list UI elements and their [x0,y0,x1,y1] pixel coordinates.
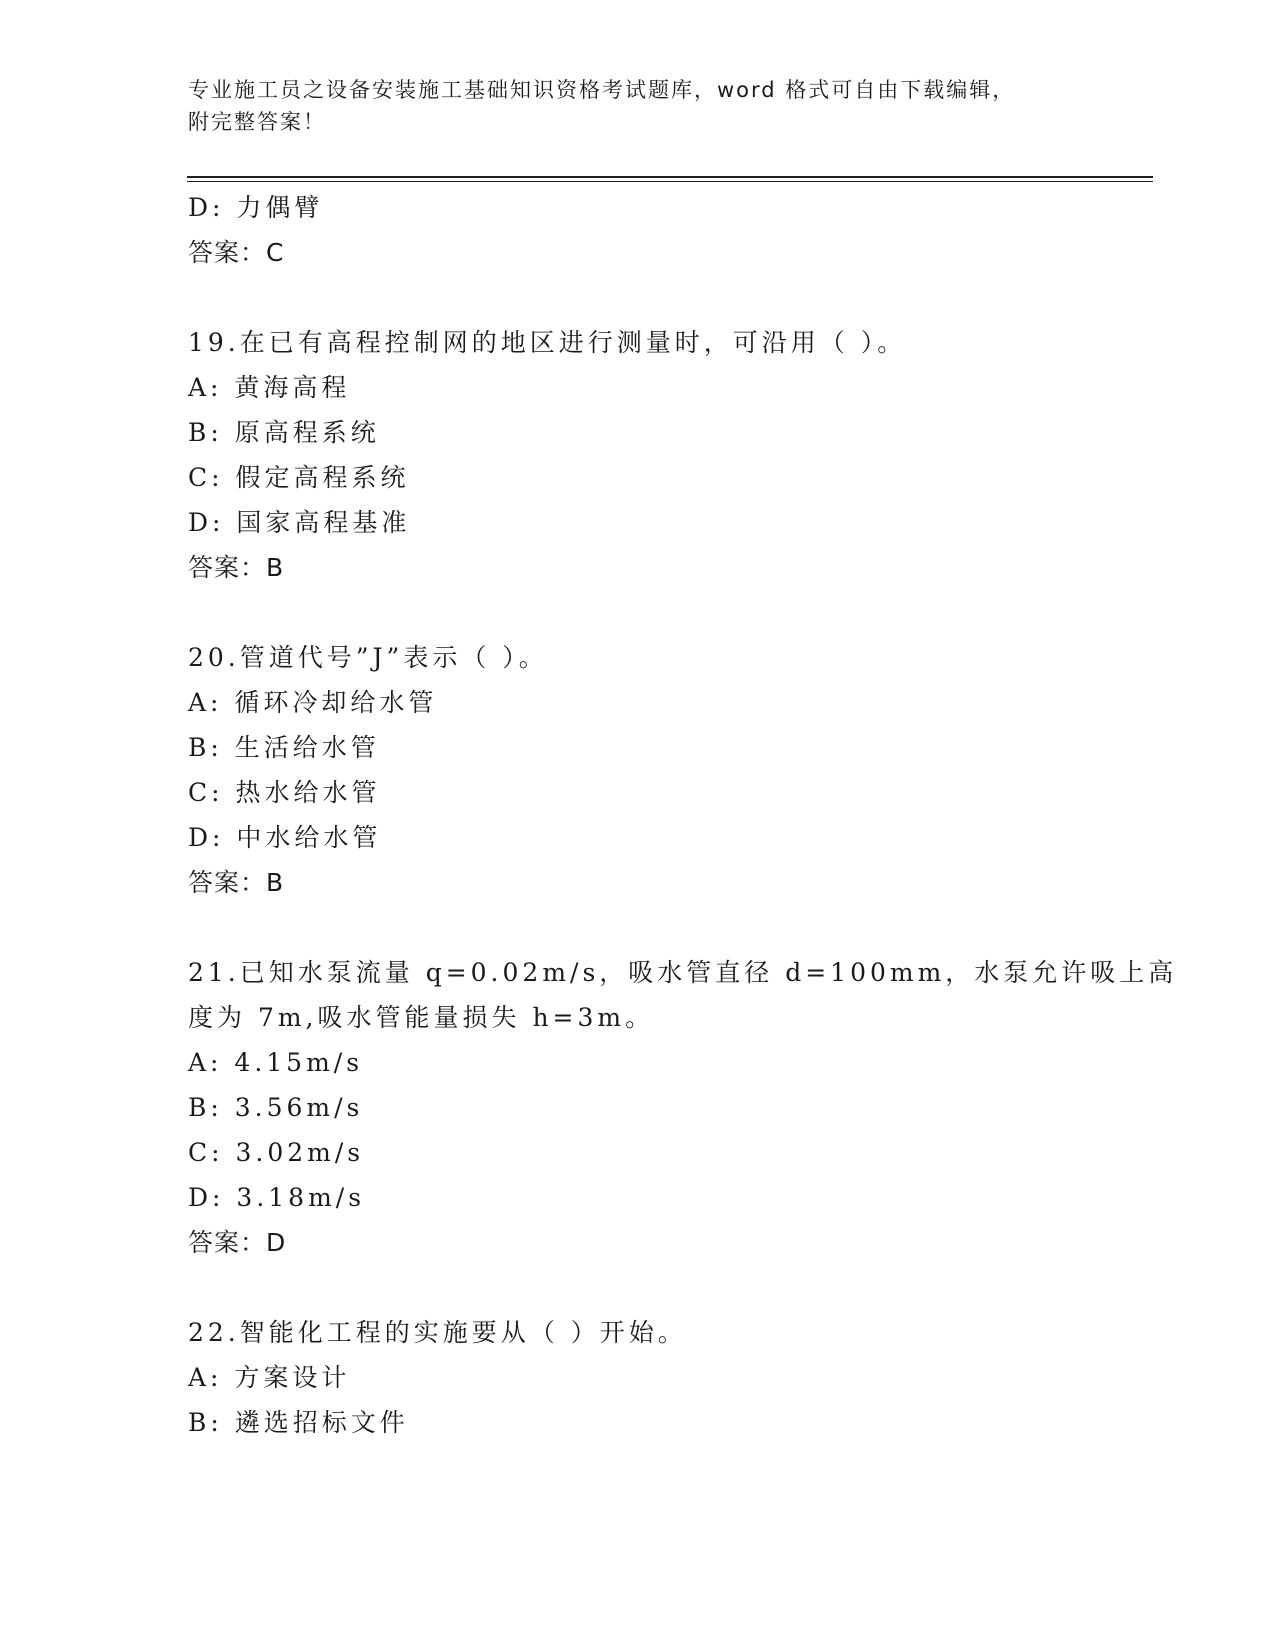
question-22-stem: 22.智能化工程的实施要从（ ）开始。 [188,1318,687,1347]
header-line-2: 附完整答案！ [188,110,326,134]
question-21-option-c: C: 3.02m/s [188,1138,365,1167]
header-rule-top [187,176,1153,178]
question-19-option-d: D: 国家高程基准 [188,508,411,537]
question-19-stem: 19.在已有高程控制网的地区进行测量时，可沿用（ ）。 [188,328,907,357]
question-20-option-a: A: 循环冷却给水管 [188,688,438,717]
header-line-1: 专业施工员之设备安装施工基础知识资格考试题库，word 格式可自由下载编辑， [188,78,1016,102]
prev-answer: 答案：C [188,238,285,267]
question-20-option-b: B: 生活给水管 [188,733,380,762]
header-rule-bottom [187,181,1153,182]
question-19-option-b: B: 原高程系统 [188,418,380,447]
question-19-answer: 答案：B [188,553,285,582]
question-20-option-c: C: 热水给水管 [188,778,381,807]
question-20-option-d: D: 中水给水管 [188,823,382,852]
question-21-option-a: A: 4.15m/s [188,1048,364,1077]
question-21-option-b: B: 3.56m/s [188,1093,364,1122]
document-header [188,74,1088,138]
question-19-option-a: A: 黄海高程 [188,373,351,402]
question-21-stem-line-2: 度为 7m,吸水管能量损失 h=3m。 [188,1003,655,1032]
question-22-option-b: B: 遴选招标文件 [188,1408,409,1437]
question-22-option-a: A: 方案设计 [188,1363,351,1392]
prev-option-d: D: 力偶臂 [188,193,324,222]
question-20-answer: 答案：B [188,868,285,897]
question-19-option-c: C: 假定高程系统 [188,463,410,492]
question-20-stem: 20.管道代号”J”表示（ ）。 [188,643,548,672]
question-21-option-d: D: 3.18m/s [188,1183,366,1212]
question-21-answer: 答案：D [188,1228,287,1257]
question-21-stem-line-1: 21.已知水泵流量 q=0.02m/s，吸水管直径 d=100mm，水泵允许吸上高 [188,958,1178,987]
